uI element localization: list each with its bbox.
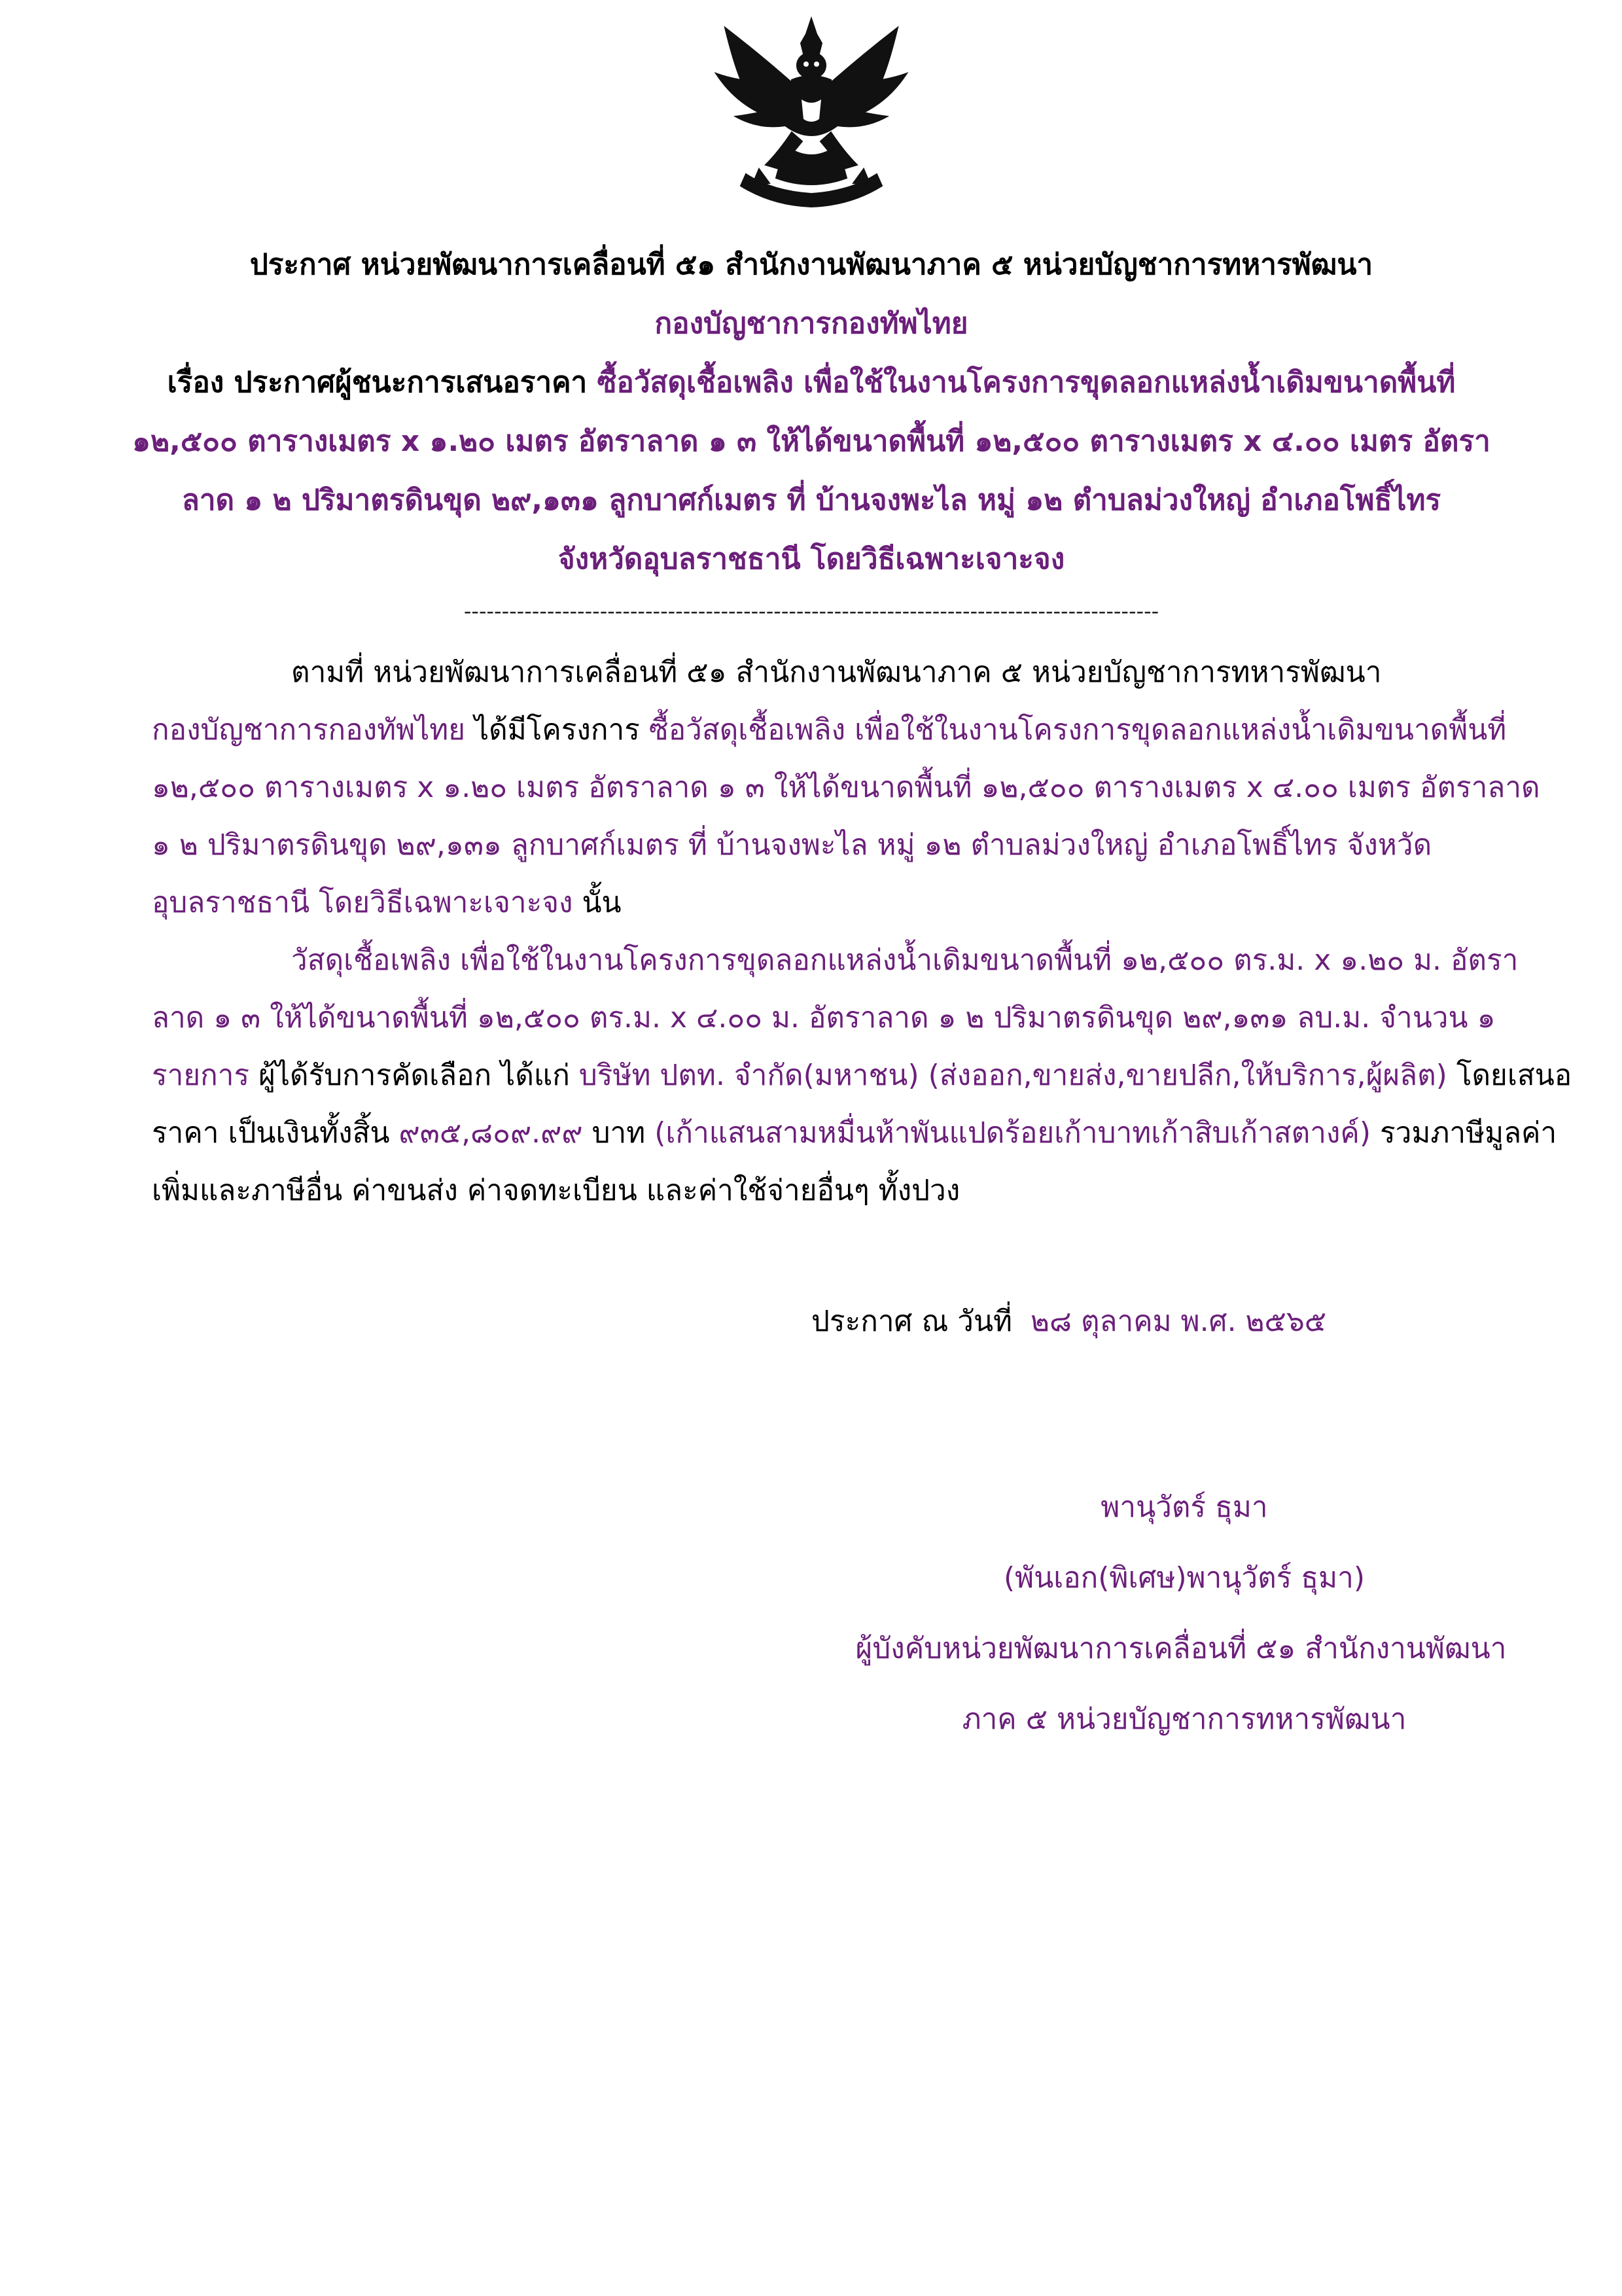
paragraph1-project: ซื้อวัสดุเชื้อเพลิง เพื่อใช้ในงานโครงการขุดลอกแหล่งน้ำเดิมขนาดพื้นที่	[648, 713, 1507, 747]
signature-signed-name: พานุวัตร์ ธุมา	[1101, 1491, 1268, 1524]
paragraph1-line-5	[152, 885, 622, 921]
paragraph1-text-4: ๑ ๒ ปริมาตรดินขุด ๒๙,๑๓๑ ลูกบาศก์เมตร ที่ บ้านจงพะไล หมู่ ๑๒ ตำบลม่วงใหญ่ อำเภอโพธิ์ไทร จังหวัด	[152, 828, 1432, 862]
paragraph1-text-1: ตามที่ หน่วยพัฒนาการเคลื่อนที่ ๕๑ สำนักงานพัฒนาภาค ๕ หน่วยบัญชาการทหารพัฒนา	[291, 656, 1382, 689]
paragraph1-text-3: ๑๒,๕๐๐ ตารางเมตร x ๑.๒๐ เมตร อัตราลาด ๑ ๓ ให้ได้ขนาดพื้นที่ ๑๒,๕๐๐ ตารางเมตร x ๔.๐๐ เมตร อัตราลาด	[152, 771, 1540, 804]
heading-command: กองบัญชาการกองทัพไทย	[654, 307, 968, 340]
paragraph2-text-1: วัสดุเชื้อเพลิง เพื่อใช้ในงานโครงการขุดลอกแหล่งน้ำเดิมขนาดพื้นที่ ๑๒,๕๐๐ ตร.ม. x ๑.๒๐ ม. อัตรา	[291, 944, 1519, 977]
paragraph1-end: นั้น	[573, 886, 622, 919]
heading-line-5	[105, 471, 1518, 530]
heading-org: ประกาศ หน่วยพัฒนาการเคลื่อนที่ ๕๑ สำนักงานพัฒนาภาค ๕ หน่วยบัญชาการทหารพัฒนา	[249, 248, 1373, 281]
signature-position-1: ผู้บังคับหน่วยพัฒนาการเคลื่อนที่ ๕๑ สำนักงานพัฒนา	[855, 1632, 1507, 1665]
paragraph2-line-5	[152, 1173, 960, 1209]
divider-line: --------------------------------------------------------------------------------------------	[463, 599, 1159, 624]
paragraph1-line-2	[152, 712, 1506, 749]
paragraph2-price-amount: ๙๓๕,๘๐๙.๙๙	[398, 1116, 583, 1150]
paragraph2-text-2: ลาด ๑ ๓ ให้ได้ขนาดพื้นที่ ๑๒,๕๐๐ ตร.ม. x ๔.๐๐ ม. อัตราลาด ๑ ๒ ปริมาตรดินขุด ๒๙,๑๓๑ ลบ.ม. จำนวน ๑	[152, 1001, 1496, 1034]
signature-full-name: (พันเอก(พิเศษ)พานุวัตร์ ธุมา)	[1003, 1561, 1366, 1595]
paragraph2-offer-label: โดยเสนอ	[1447, 1059, 1572, 1092]
heading-subject-prefix: เรื่อง ประกาศผู้ชนะการเสนอราคา	[167, 366, 588, 399]
announce-label: ประกาศ ณ วันที่	[811, 1305, 1013, 1338]
paragraph1-command: กองบัญชาการกองทัพไทย	[152, 713, 465, 747]
heading-subject: ซื้อวัสดุเชื้อเพลิง เพื่อใช้ในงานโครงการขุดลอกแหล่งน้ำเดิมขนาดพื้นที่	[597, 366, 1456, 399]
announce-date: ๒๘ ตุลาคม พ.ศ. ๒๕๖๕	[1031, 1305, 1327, 1338]
paragraph2-item: รายการ	[152, 1059, 250, 1092]
paragraph2-vat-label: รวมภาษีมูลค่า	[1371, 1116, 1557, 1150]
paragraph2-line-1	[291, 942, 1518, 979]
paragraph1-line-1	[291, 654, 1381, 691]
paragraph1-line-3	[152, 769, 1540, 806]
paragraph2-price-label: ราคา เป็นเงินทั้งสิ้น	[152, 1116, 399, 1150]
paragraph1-method: อุบลราชธานี โดยวิธีเฉพาะเจาะจง	[152, 886, 573, 919]
paragraph2-price-words: (เก้าแสนสามหมื่นห้าพันแปดร้อยเก้าบาทเก้าสิบเก้าสตางค์)	[654, 1116, 1371, 1150]
paragraph2-company: บริษัท ปตท. จำกัด(มหาชน) (ส่งออก,ขายส่ง,ขายปลีก,ให้บริการ,ผู้ผลิต)	[578, 1059, 1447, 1092]
paragraph2-line-2	[152, 1000, 1496, 1036]
paragraph1-line-4	[152, 827, 1432, 864]
paragraph2-line-4	[152, 1115, 1557, 1152]
heading-line-6	[105, 530, 1518, 589]
paragraph2-line-3	[152, 1057, 1572, 1094]
paragraph2-text-5: เพิ่มและภาษีอื่น ค่าขนส่ง ค่าจดทะเบียน และค่าใช้จ่ายอื่นๆ ทั้งปวง	[152, 1174, 961, 1207]
heading-subject-cont-1: ๑๒,๕๐๐ ตารางเมตร x ๑.๒๐ เมตร อัตราลาด ๑ ๓ ให้ได้ขนาดพื้นที่ ๑๒,๕๐๐ ตารางเมตร x ๔.๐๐ เมตร อัตรา	[132, 425, 1490, 458]
heading-line-1	[105, 236, 1518, 294]
heading-subject-cont-2: ลาด ๑ ๒ ปริมาตรดินขุด ๒๙,๑๓๑ ลูกบาศก์เมตร ที่ บ้านจงพะไล หมู่ ๑๒ ตำบลม่วงใหญ่ อำเภอโพธิ์ไทร	[181, 484, 1441, 517]
paragraph1-project-label: ได้มีโครงการ	[465, 713, 649, 747]
paragraph2-baht: บาท	[582, 1116, 655, 1150]
garuda-emblem-icon	[707, 14, 916, 211]
heading-line-4	[105, 412, 1518, 471]
heading-line-2	[105, 294, 1518, 353]
signature-position-2: ภาค ๕ หน่วยบัญชาการทหารพัฒนา	[962, 1703, 1407, 1736]
heading-line-3	[105, 353, 1518, 412]
paragraph2-selected-label: ผู้ได้รับการคัดเลือก ได้แก่	[249, 1059, 579, 1092]
announce-date-line	[811, 1303, 1326, 1340]
heading-subject-cont-3: จังหวัดอุบลราชธานี โดยวิธีเฉพาะเจาะจง	[557, 542, 1065, 576]
